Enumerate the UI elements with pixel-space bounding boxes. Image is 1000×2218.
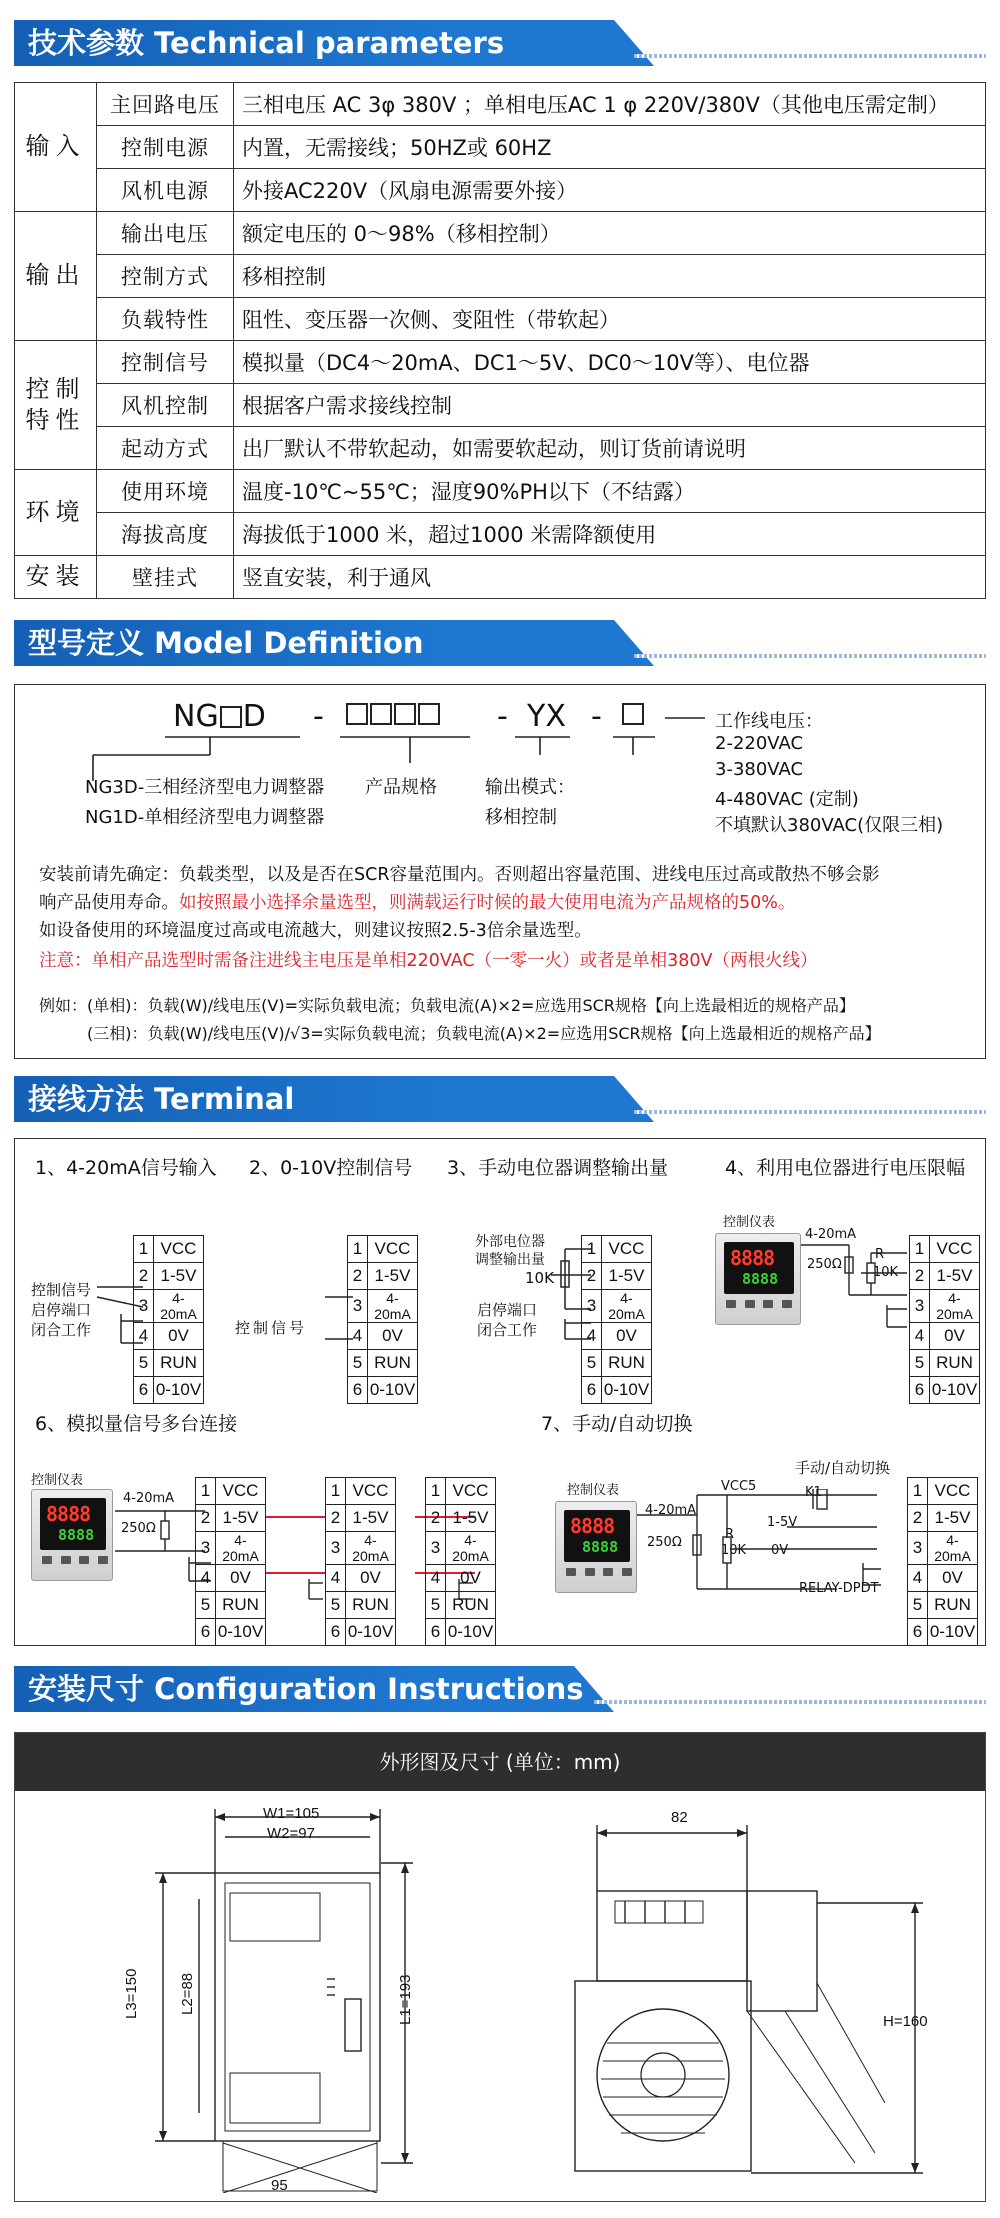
spec-label: 产品规格	[365, 777, 437, 798]
lbl-close-work: 闭合工作	[31, 1321, 92, 1339]
note-2: 响产品使用寿命。如按照最小选择余量选型，则满载运行时候的最大使用电流为产品规格的50%。	[39, 893, 796, 913]
config-box	[14, 1732, 986, 2202]
dash-2: -	[497, 699, 508, 734]
wires-7	[637, 1489, 937, 1609]
group-input: 输入	[15, 83, 97, 212]
lbl-meter-6: 控制仪表	[31, 1473, 84, 1488]
terminal-strip-6b: 1 VCC 2 1-5V 3 4-20mA 4 0V 5 RUN 6 0-10V	[325, 1477, 396, 1646]
series-b: NG1D-单相经济型电力调整器	[85, 807, 325, 828]
dim-w1: W1=105	[263, 1805, 320, 1822]
row-value: 移相控制	[234, 255, 986, 298]
diagram-title-4: 4、利用电位器进行电压限幅	[725, 1157, 966, 1179]
code-yx: YX	[527, 699, 566, 734]
terminal-box	[14, 1138, 986, 1646]
lbl-ctrl-signal-2: 控制信号	[235, 1319, 308, 1337]
note-2-red: 如按照最小选择余量选型，则满载运行时候的最大使用电流为产品规格的50%。	[179, 893, 796, 913]
row-label: 壁挂式	[97, 556, 234, 599]
dim-l3: L3=150	[123, 1968, 140, 2019]
lbl-0v-d7: 0V	[771, 1543, 789, 1558]
dash-3: -	[591, 699, 602, 734]
code-d: D	[242, 699, 266, 734]
section-title-tech: 技术参数 Technical parameters	[28, 26, 505, 60]
row-value: 竖直安装，利于通风	[234, 556, 986, 599]
row-value: 额定电压的 0～98%（移相控制）	[234, 212, 986, 255]
control-meter-6: 8888 8888	[31, 1489, 113, 1581]
dim-l1: L1=193	[397, 1974, 414, 2025]
row-label: 风机电源	[97, 169, 234, 212]
row-value: 模拟量（DC4～20mA、DC1～5V、DC0～10V等）、电位器	[234, 341, 986, 384]
row-value: 出厂默认不带软起动，如需要软起动，则订货前请说明	[234, 427, 986, 470]
lbl-meter-4: 控制仪表	[723, 1215, 776, 1230]
section-banner-model	[14, 616, 986, 670]
side-view-drawing	[555, 1803, 955, 2193]
example-2: (三相)：负载(W)/线电压(V)/√3=实际负载电流；负载电流(A)×2=应选用SCR规格【向上选最相近的规格产品】	[87, 1024, 881, 1043]
code-prefix: NG	[173, 699, 219, 734]
diagram-title-3: 3、手动电位器调整输出量	[447, 1157, 669, 1179]
lbl-vcc5: VCC5	[721, 1479, 757, 1494]
group-env: 环境	[15, 470, 97, 556]
tech-params-table	[14, 82, 986, 599]
terminal-strip-7: 1 VCC 2 1-5V 3 4-20mA 4 0V 5 RUN 6 0-10V	[907, 1477, 978, 1646]
lbl-4-20-d6: 4-20mA	[123, 1491, 175, 1506]
row-label: 控制信号	[97, 341, 234, 384]
section-title-terminal: 接线方法 Terminal	[28, 1082, 295, 1116]
row-value: 外接AC220V（风扇电源需要外接）	[234, 169, 986, 212]
row-label: 主回路电压	[97, 83, 234, 126]
lbl-ext-pot-1: 外部电位器	[475, 1234, 545, 1250]
wires-4	[801, 1235, 911, 1345]
lbl-meter-7: 控制仪表	[567, 1483, 620, 1498]
lbl-10k: 10K	[525, 1269, 554, 1287]
group-control: 控制特性	[15, 341, 97, 470]
lbl-1-5v-d7: 1-5V	[767, 1515, 798, 1530]
lbl-start-stop: 启停端口	[31, 1301, 92, 1319]
voltage-title: 工作线电压：	[715, 711, 823, 732]
output-mode-value: 移相控制	[485, 807, 557, 828]
row-label: 控制方式	[97, 255, 234, 298]
lbl-250-d6: 250Ω	[121, 1521, 156, 1536]
lbl-switch: 手动/自动切换	[795, 1459, 891, 1477]
row-label: 使用环境	[97, 470, 234, 513]
terminal-strip-6c: 1 VCC 2 1-5V 3 4-20mA 4 0V 5 RUN 6 0-10V	[425, 1477, 496, 1646]
dim-l2: L2=88	[179, 1972, 196, 2015]
note-4: 注意：单相产品选型时需备注进线主电压是单相220VAC（一零一火）或者是单相380V（两根火线）	[39, 951, 818, 971]
voltage-option: 3-380VAC	[715, 759, 804, 780]
row-label: 负载特性	[97, 298, 234, 341]
row-label: 风机控制	[97, 384, 234, 427]
voltage-option: 2-220VAC	[715, 733, 804, 754]
group-output: 输出	[15, 212, 97, 341]
lbl-250-d4: 250Ω	[807, 1257, 842, 1272]
note-1: 安装前请先确定：负载类型，以及是否在SCR容量范围内。否则超出容量范围、进线电压过高或散热不够会影	[39, 865, 880, 885]
lbl-k1: K1	[805, 1485, 822, 1500]
diagram-title-7: 7、手动/自动切换	[541, 1413, 693, 1435]
dim-height: H=160	[883, 2013, 928, 2030]
lbl-ctrl-signal: 控制信号	[31, 1281, 92, 1299]
terminal-strip-3: 1 VCC 2 1-5V 3 4-20mA 4 0V 5 RUN 6 0-10V	[581, 1235, 652, 1404]
terminal-strip-4: 1 VCC 2 1-5V 3 4-20mA 4 0V 5 RUN 6 0-10V	[909, 1235, 980, 1404]
section-banner-config	[14, 1662, 986, 1716]
row-label: 控制电源	[97, 126, 234, 169]
lbl-r-d4: R	[875, 1247, 885, 1262]
row-value: 内置，无需接线；50HZ或 60HZ	[234, 126, 986, 169]
lbl-relay: RELAY-DPDT	[799, 1581, 879, 1596]
row-value: 温度-10℃~55℃；湿度90%PH以下（不结露）	[234, 470, 986, 513]
row-label: 输出电压	[97, 212, 234, 255]
control-meter-7: 8888 8888	[555, 1501, 637, 1593]
row-value: 根据客户需求接线控制	[234, 384, 986, 427]
dim-w2: W2=97	[267, 1825, 315, 1842]
terminal-strip-1: 1 VCC 2 1-5V 3 4-20mA 4 0V 5 RUN 6 0-10V	[133, 1235, 204, 1404]
dim-bottom: 95	[271, 2177, 288, 2194]
section-banner-terminal	[14, 1072, 986, 1126]
group-install: 安装	[15, 556, 97, 599]
example-1: 例如：(单相)：负载(W)/线电压(V)=实际负载电流；负载电流(A)×2=应选用SCR规格【向上选最相近的规格产品】	[39, 996, 855, 1015]
lbl-10k-d7: 10K	[721, 1543, 747, 1558]
row-label: 起动方式	[97, 427, 234, 470]
diagram-title-1: 1、4-20mA信号输入	[35, 1157, 217, 1179]
control-meter: 8888 8888	[715, 1233, 801, 1325]
row-value: 阻性、变压器一次侧、变阻性（带软起）	[234, 298, 986, 341]
model-definition-box	[14, 684, 986, 1059]
note-3: 如设备使用的环境温度过高或电流越大，则建议按照2.5-3倍余量选型。	[39, 921, 592, 941]
lbl-close-work-3: 闭合工作	[477, 1321, 538, 1339]
section-banner-tech	[14, 16, 986, 70]
row-value: 三相电压 AC 3φ 380V ；单相电压AC 1 φ 220V/380V（其他电压需定制）	[234, 83, 986, 126]
lbl-ext-pot-2: 调整输出量	[475, 1252, 545, 1268]
diagram-title-6: 6、模拟量信号多台连接	[35, 1413, 238, 1435]
terminal-strip-6a: 1 VCC 2 1-5V 3 4-20mA 4 0V 5 RUN 6 0-10V	[195, 1477, 266, 1646]
terminal-strip-2: 1 VCC 2 1-5V 3 4-20mA 4 0V 5 RUN 6 0-10V	[347, 1235, 418, 1404]
lbl-250-d7: 250Ω	[647, 1535, 682, 1550]
lbl-start-stop-3: 启停端口	[477, 1301, 538, 1319]
voltage-option: 4-480VAC (定制)	[715, 789, 859, 810]
lbl-4-20-d4: 4-20mA	[805, 1227, 857, 1242]
dim-side-width: 82	[671, 1809, 688, 1826]
section-title-config: 安装尺寸 Configuration Instructions	[28, 1672, 584, 1706]
series-a: NG3D-三相经济型电力调整器	[85, 777, 325, 798]
config-header: 外形图及尺寸 (单位：mm)	[15, 1733, 985, 1791]
section-title-model: 型号定义 Model Definition	[28, 626, 424, 660]
diagram-title-2: 2、0-10V控制信号	[249, 1157, 413, 1179]
lbl-4-20-d7: 4-20mA	[645, 1503, 697, 1518]
row-label: 海拔高度	[97, 513, 234, 556]
voltage-option: 不填默认380VAC(仅限三相)	[715, 815, 944, 836]
row-value: 海拔低于1000 米，超过1000 米需降额使用	[234, 513, 986, 556]
lbl-r-d7: R	[725, 1527, 735, 1542]
lbl-10k-d4: 10K	[873, 1265, 899, 1280]
dash-1: -	[313, 699, 324, 734]
output-mode-label: 输出模式：	[485, 777, 575, 798]
